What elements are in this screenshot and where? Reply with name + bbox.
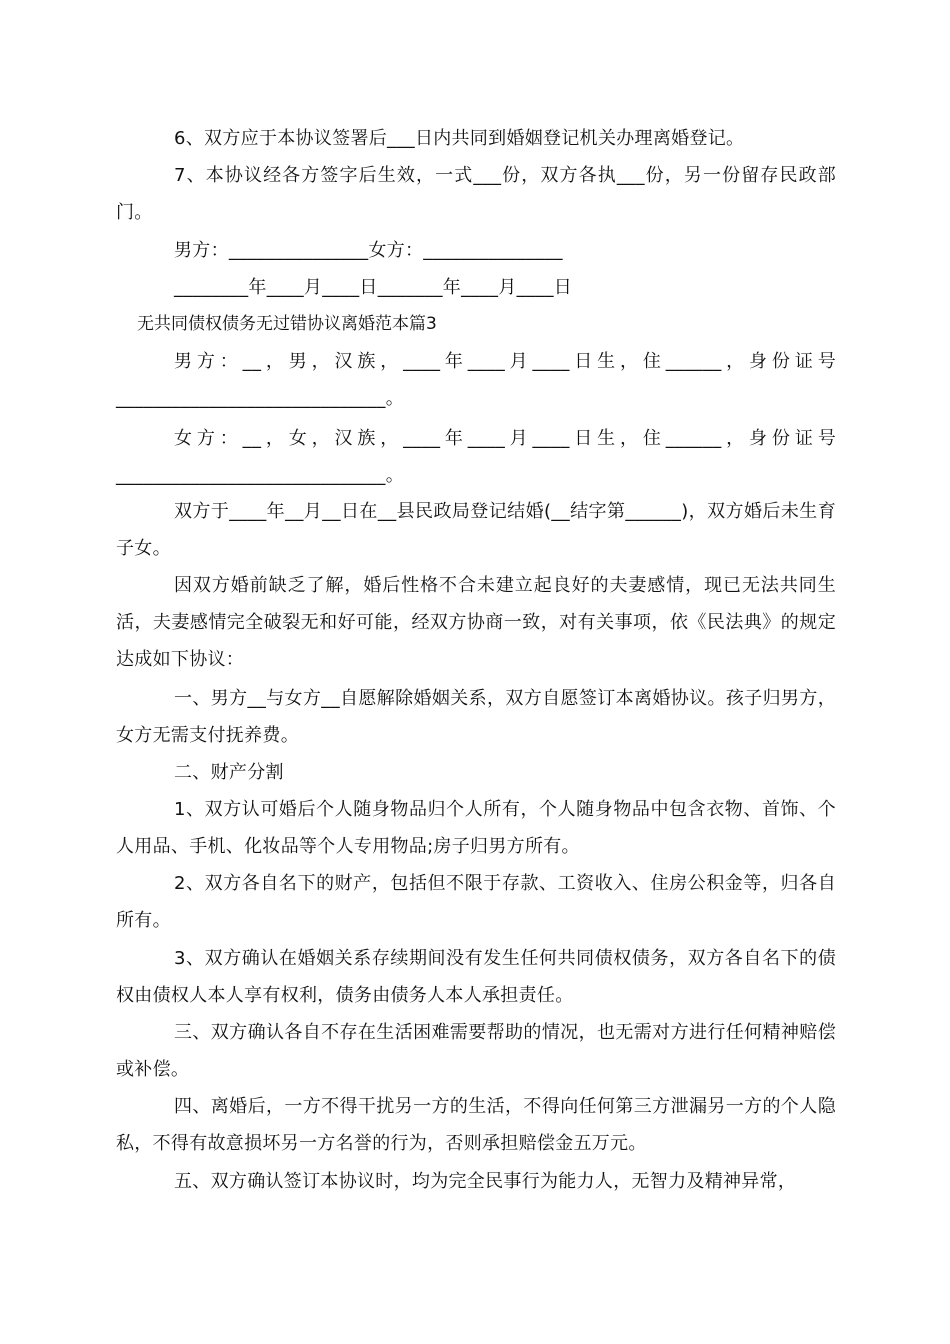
date-line: ________年____月____日_______年____月____日 — [174, 277, 573, 298]
clause-five: 五、双方确认签订本协议时，均为完全民事行为能力人，无智力及精神异常， — [174, 1171, 797, 1192]
clause-four: 四、离婚后，一方不得干扰另一方的生活，不得向任何第三方泄漏另一方的个人隐私，不得有故意损坏另一方名誉的行为，否则承担赔偿金五万元。 — [116, 1096, 836, 1154]
divorce-reason: 因双方婚前缺乏了解，婚后性格不合未建立起良好的夫妻感情，现已无法共同生活，夫妻感情完全破裂无和好可能，经双方协商一致，对有关事项，依《民法典》的规定达成如下协议： — [116, 575, 836, 670]
property-item-2: 2、双方各自名下的财产，包括但不限于存款、工资收入、住房公积金等，归各自所有。 — [116, 873, 836, 931]
female-party-info: 女方：__，女，汉族，____年____月____日生，住______，身份证号_____________________________。 — [116, 428, 836, 486]
property-item-1: 1、双方认可婚后个人随身物品归个人所有，个人随身物品中包含衣物、首饰、个人用品、手机、化妆品等个人专用物品;房子归男方所有。 — [116, 799, 836, 857]
clause-three: 三、双方确认各自不存在生活困难需要帮助的情况，也无需对方进行任何精神赔偿或补偿。 — [116, 1022, 836, 1080]
clause-two-heading: 二、财产分割 — [174, 762, 284, 783]
clause-7: 7、本协议经各方签字后生效，一式___份，双方各执___份，另一份留存民政部门。 — [116, 165, 836, 223]
clause-one: 一、男方__与女方__自愿解除婚姻关系，双方自愿签订本离婚协议。孩子归男方，女方无需支付抚养费。 — [116, 688, 836, 746]
section-heading: 无共同债权债务无过错协议离婚范本篇3 — [137, 314, 437, 334]
clause-6: 6、双方应于本协议签署后___日内共同到婚姻登记机关办理离婚登记。 — [174, 128, 745, 149]
male-party-info: 男方：__，男，汉族，____年____月____日生，住______，身份证号_____________________________。 — [116, 351, 836, 409]
property-item-3: 3、双方确认在婚姻关系存续期间没有发生任何共同债权债务，双方各自名下的债权由债权人本人享有权利，债务由债务人本人承担责任。 — [116, 948, 836, 1006]
signature-line: 男方：_______________女方：_______________ — [174, 240, 563, 261]
marriage-registration: 双方于____年__月__日在__县民政局登记结婚(__结字第______)，双方婚后未生育子女。 — [116, 501, 836, 559]
